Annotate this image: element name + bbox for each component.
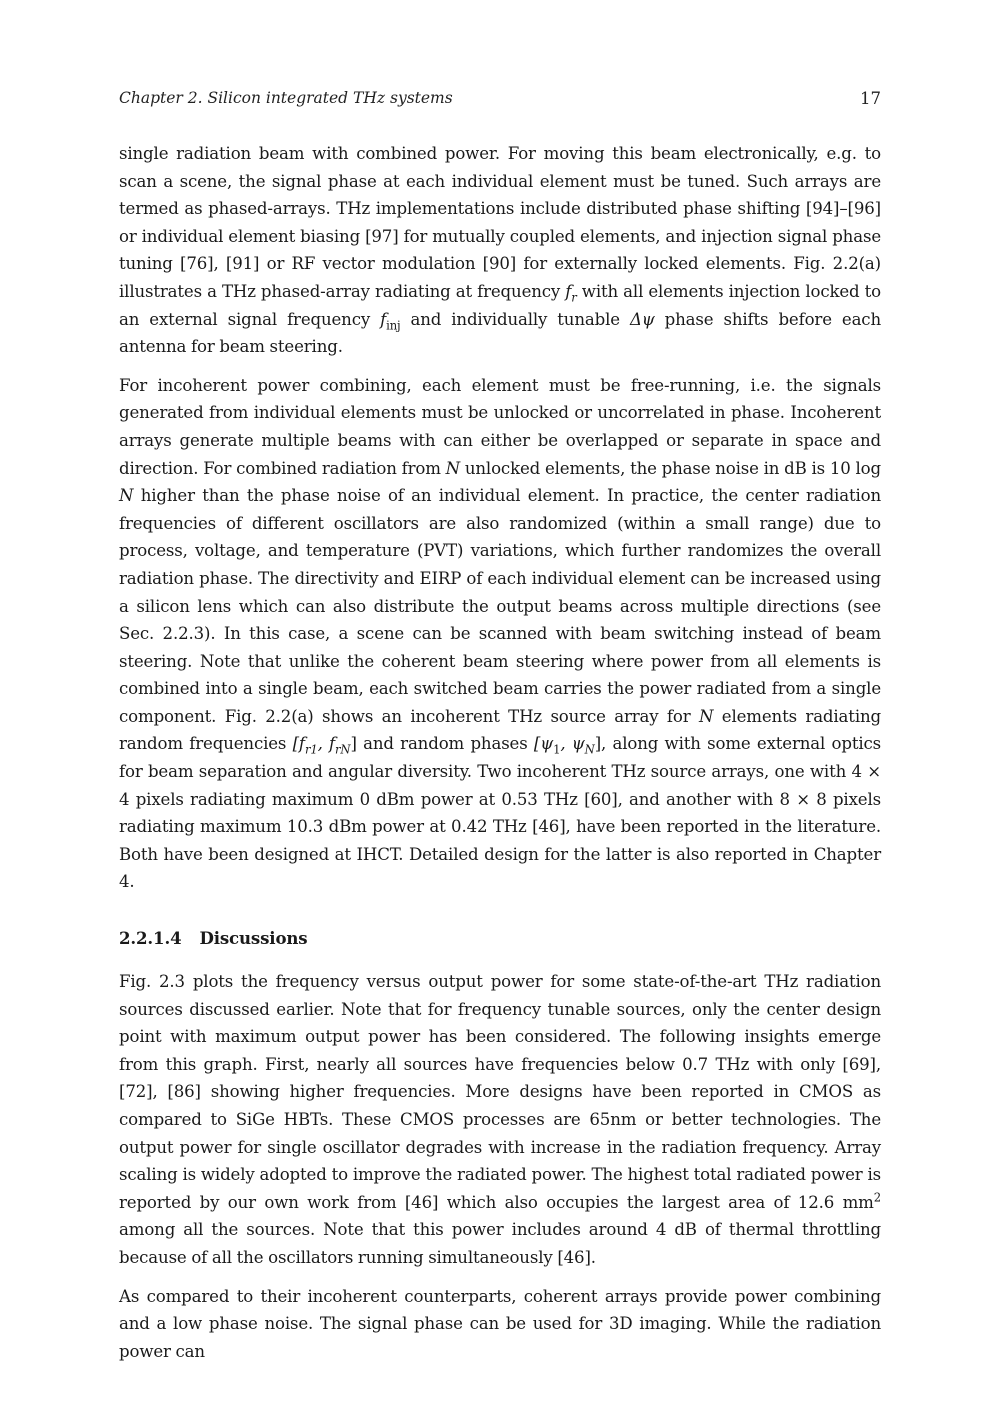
p3-text-3: among all the sources. Note that this power includes around — [119, 1220, 656, 1240]
math-N: N — [445, 458, 461, 478]
p2-text-12: [46], have been reported in the literature. Both have been designed at IHCT. Detailed design for the latter is also reported in Chapter 4. — [119, 817, 881, 892]
math-0dbm: 0 dBm — [359, 789, 415, 809]
paragraph-2 — [119, 372, 881, 896]
math-053thz: 0.53 THz — [501, 789, 578, 809]
running-title: Chapter 2. Silicon integrated THz systems — [119, 89, 453, 107]
p1-text-4: phase shifts before each antenna for beam steering. — [119, 309, 881, 357]
math-fr: $f_r$ — [565, 281, 577, 305]
math-phases: [$\psi_1$, $\psi_N$] — [533, 734, 602, 757]
p2-text-6: , along with some external optics for beam separation and angular diversity. Two incoherent THz source arrays, one with — [119, 734, 882, 782]
p2-text-11: power at — [366, 817, 452, 837]
p2-text-5: and random phases — [356, 734, 534, 754]
math-10logN: 10 log N — [119, 458, 881, 506]
math-N: N — [698, 706, 714, 726]
math-4db: 4 dB — [655, 1220, 697, 1240]
p2-text-4: elements radiating random frequencies — [119, 706, 881, 754]
p4-text-1: As compared to their incoherent counterparts, coherent arrays provide power combining and a low phase noise. The signal phase can be used for 3D imaging. While the radiation power can — [119, 1286, 881, 1361]
math-grid-8x8: 8 × 8 — [779, 789, 827, 809]
p2-text-8: power at — [414, 789, 502, 809]
paragraph-3 — [119, 968, 881, 1272]
running-header — [119, 89, 881, 107]
p3-text-1: Fig. 2.3 plots the frequency versus output power for some state-of-the-art THz radiation sources discussed earlier. Note that for frequency tunable sources, only the center design point with maximum output power has been considered. The following insights emerge from this graph. First, nearly all sources have frequencies below — [119, 972, 881, 1074]
math-finj: $f_{inj}$ — [380, 309, 401, 332]
math-103dbm: 10.3 dBm — [286, 817, 367, 837]
section-heading — [119, 926, 881, 950]
math-grid-4x4: 4 × 4 — [119, 762, 881, 809]
p2-text-10: pixels radiating maximum — [119, 789, 881, 837]
page-number: 17 — [860, 89, 881, 108]
p2-text-7: pixels radiating maximum — [129, 789, 360, 809]
p1-text-2: with all elements injection locked to an external signal frequency — [119, 281, 881, 329]
p2-text-1: For incoherent power combining, each element must be free-running, i.e. the signals generated from individual elements must be unlocked or uncorrelated in phase. Incoherent arrays generate multiple beams with can either be overlapped or separate in space and direction. For combined radiation from — [119, 375, 881, 478]
p1-text-3: and individually tunable — [400, 309, 630, 329]
math-042thz: 0.42 THz — [451, 817, 527, 837]
p2-text-3: higher than the phase noise of an individual element. In practice, the center radiation frequencies of different oscillators are also randomized (within a small range) due to process, voltage, and temperature (PVT) variations, which further randomizes the overall radiation phase. The directivity and EIRP of each individual element can be increased using a silicon lens which can also distribute the output beams across multiple directions (see Sec. 2.2.3). In this case, a scene can be scanned with beam switching instead of beam steering. Note that unlike the coherent beam steering where power from all elements is combined into a single beam, each switched beam carries the power radiated from a single component. Fig. 2.2(a) shows an incoherent THz source array for — [119, 486, 881, 726]
math-delta-psi: Δψ — [629, 309, 655, 329]
section-number: 2.2.1.4 — [119, 928, 182, 949]
p3-text-2: with only [69], [72], [86] showing higher frequencies. More designs have been reported in CMOS as compared to SiGe HBTs. These CMOS processes are 65nm or better technologies. The output power for single oscillator degrades with increase in the radiation frequency. Array scaling is widely adopted to improve the radiated power. The highest total radiated power is reported by our own work from [46] which also occupies the largest area of — [119, 1054, 881, 1212]
paragraph-4 — [119, 1283, 881, 1366]
p3-text-4: of thermal throttling because of all the oscillators running simultaneously [46]. — [119, 1220, 881, 1267]
section-title: Discussions — [199, 928, 308, 949]
p1-text-1: single radiation beam with combined power. For moving this beam electronically, e.g. to scan a scene, the signal phase at each individual element must be tuned. Such arrays are termed as phased-arrays. THz implementations include distributed phase shifting [94]–[96] or individual element biasing [97] for mutually coupled elements, and injection signal phase tuning [76], [91] or RF vector modulation [90] for externally locked elements. Fig. 2.2(a) illustrates a THz phased-array radiating at frequency — [119, 144, 881, 301]
p2-text-2: unlocked elements, the phase noise in dB is — [460, 458, 830, 478]
paragraph-1 — [119, 140, 881, 361]
body-text — [119, 140, 881, 1365]
math-frequencies: [$f_{r1}$, $f_{rN}$] — [292, 734, 357, 757]
p2-text-9: [60], and another with — [577, 789, 780, 809]
math-area: 12.6 $mm^2$ — [797, 1190, 881, 1212]
math-07thz: 0.7 THz — [682, 1054, 750, 1074]
